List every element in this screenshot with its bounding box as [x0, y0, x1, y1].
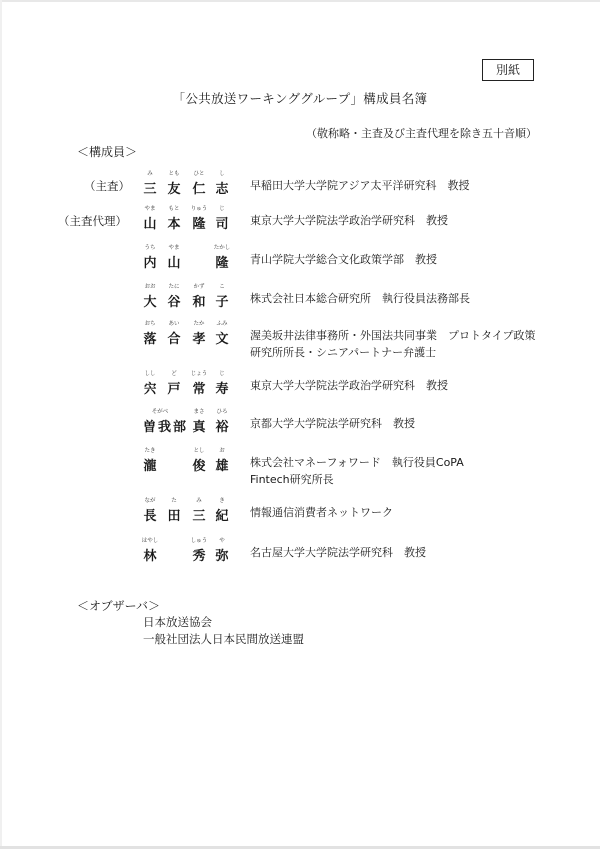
member-name-ruby: りゅう	[190, 206, 208, 212]
member-name-ruby: おお	[144, 284, 156, 290]
affiliation-line: 研究所所長・シニアパートナー弁護士	[250, 346, 437, 359]
member-name-ruby: やま	[144, 206, 156, 212]
member-name	[143, 206, 229, 233]
member-name-ruby: たか	[193, 321, 205, 327]
member-name-ruby: まさ	[193, 409, 205, 415]
member-name	[143, 498, 229, 525]
member-name-ruby: や	[219, 538, 225, 544]
affiliation-line: 東京大学大学院法学政治学研究科 教授	[250, 214, 448, 227]
member-affiliation	[250, 504, 393, 521]
observer-item: 一般社団法人日本民間放送連盟	[143, 632, 304, 646]
member-name-ruby: はやし	[141, 538, 159, 544]
member-affiliation	[250, 377, 448, 394]
member-name-ruby: ひろ	[216, 409, 228, 415]
member-name-ruby: ひと	[193, 171, 205, 177]
member-name-ruby: お	[219, 448, 225, 454]
document-title: 「公共放送ワーキンググループ」構成員名簿	[172, 91, 428, 106]
member-name-char: 合	[167, 332, 181, 347]
observer-item: 日本放送協会	[143, 615, 212, 629]
member-name-ruby: じ	[219, 206, 225, 212]
member-affiliation	[250, 454, 464, 488]
member-name-char: 林	[143, 549, 157, 564]
member-name-ruby: こ	[219, 284, 225, 290]
member-name-char: 曽我部	[143, 420, 189, 435]
member-name-ruby: み	[196, 498, 202, 504]
member-affiliation	[250, 177, 470, 194]
member-affiliation	[250, 290, 470, 307]
member-name-ruby: おち	[144, 321, 156, 327]
member-name-char: 文	[215, 332, 229, 347]
member-name-ruby: あい	[168, 321, 180, 327]
member-name-ruby: しし	[144, 371, 156, 377]
member-name-ruby: じ	[219, 371, 225, 377]
member-name	[143, 371, 229, 398]
attachment-label: 別紙	[482, 59, 534, 81]
member-name	[143, 284, 229, 311]
affiliation-line: 青山学院大学総合文化政策学部 教授	[250, 253, 437, 266]
member-name-ruby: しゅう	[190, 538, 208, 544]
affiliation-line: 名古屋大学大学院法学研究科 教授	[250, 546, 426, 559]
member-name	[143, 448, 229, 475]
member-name-char: 本	[167, 217, 181, 232]
affiliation-line: Fintech研究所長	[250, 473, 334, 486]
member-name	[143, 245, 231, 272]
members-heading: ＜構成員＞	[77, 145, 138, 159]
member-name-char: 山	[143, 217, 157, 232]
member-affiliation	[250, 212, 448, 229]
role-chair: （主査）	[84, 179, 130, 193]
affiliation-line: 東京大学大学院法学政治学研究科 教授	[250, 379, 448, 392]
member-name-char: 落	[143, 332, 157, 347]
member-name-char: 司	[215, 217, 229, 232]
member-name-ruby: ど	[171, 371, 177, 377]
member-name-char: 友	[167, 182, 181, 197]
member-name-ruby: とし	[193, 448, 205, 454]
member-name-ruby: み	[147, 171, 153, 177]
member-name-ruby: たき	[144, 448, 156, 454]
member-name-ruby: うち	[144, 245, 156, 251]
member-name-char: 俊	[192, 459, 206, 474]
affiliation-line: 京都大学大学院法学研究科 教授	[250, 417, 415, 430]
member-name-char: 常	[192, 382, 206, 397]
affiliation-line: 渥美坂井法律事務所・外国法共同事業 プロトタイプ政策	[250, 329, 536, 342]
member-name-ruby: とも	[168, 171, 180, 177]
member-name-char: 雄	[215, 459, 229, 474]
member-name-char: 子	[215, 295, 229, 310]
affiliation-line: 株式会社マネーフォワード 執行役員CoPA	[250, 456, 464, 469]
member-name-ruby: そがべ	[151, 409, 169, 415]
member-name-char: 孝	[192, 332, 206, 347]
member-name-char: 長	[143, 509, 157, 524]
member-name-char: 志	[215, 182, 229, 197]
member-name-ruby: やま	[168, 245, 180, 251]
member-name-char: 仁	[192, 182, 206, 197]
member-name-char: 瀧	[143, 459, 157, 474]
member-name-ruby: たかし	[213, 245, 231, 251]
member-name-char: 隆	[192, 217, 206, 232]
member-name-ruby: た	[171, 498, 177, 504]
member-name-char: 三	[192, 509, 206, 524]
member-name-char: 裕	[215, 420, 229, 435]
member-name-char: 田	[167, 509, 181, 524]
member-name-char: 宍	[143, 382, 157, 397]
member-name-char: 戸	[167, 382, 181, 397]
member-name-ruby: なが	[144, 498, 156, 504]
member-affiliation	[250, 415, 415, 432]
member-affiliation	[250, 327, 535, 361]
member-name-char: 三	[143, 182, 157, 197]
member-name	[143, 171, 229, 198]
affiliation-line: 株式会社日本総合研究所 執行役員法務部長	[250, 292, 470, 305]
member-name-char: 和	[192, 295, 206, 310]
member-name-char: 大	[143, 295, 157, 310]
ordering-note: （敬称略・主査及び主査代理を除き五十音順）	[306, 127, 537, 140]
member-affiliation	[250, 251, 437, 268]
member-name	[143, 409, 229, 436]
page-edge-left	[0, 0, 2, 849]
member-name-ruby: かず	[193, 284, 205, 290]
member-affiliation	[250, 544, 426, 561]
member-name-ruby: し	[219, 171, 225, 177]
observers-heading: ＜オブザーバ＞	[77, 599, 161, 613]
member-name-char: 寿	[215, 382, 229, 397]
role-vice-chair: （主査代理）	[58, 214, 127, 228]
page-edge-top	[0, 0, 600, 2]
member-name-ruby: じょう	[190, 371, 208, 377]
member-name-char: 紀	[215, 509, 229, 524]
member-name	[141, 538, 229, 565]
member-name-ruby: たに	[168, 284, 180, 290]
member-name-ruby: もと	[168, 206, 180, 212]
member-name	[143, 321, 229, 348]
member-name-ruby: き	[219, 498, 225, 504]
member-name-char: 谷	[167, 295, 181, 310]
affiliation-line: 早稲田大学大学院アジア太平洋研究科 教授	[250, 179, 470, 192]
member-name-char: 秀	[192, 549, 206, 564]
affiliation-line: 情報通信消費者ネットワーク	[250, 506, 393, 519]
member-name-char: 真	[192, 420, 206, 435]
member-name-char: 内	[143, 256, 157, 271]
member-name-ruby: ふみ	[216, 321, 228, 327]
member-name-char: 山	[167, 256, 181, 271]
member-name-char: 隆	[215, 256, 229, 271]
member-name-char: 弥	[215, 549, 229, 564]
